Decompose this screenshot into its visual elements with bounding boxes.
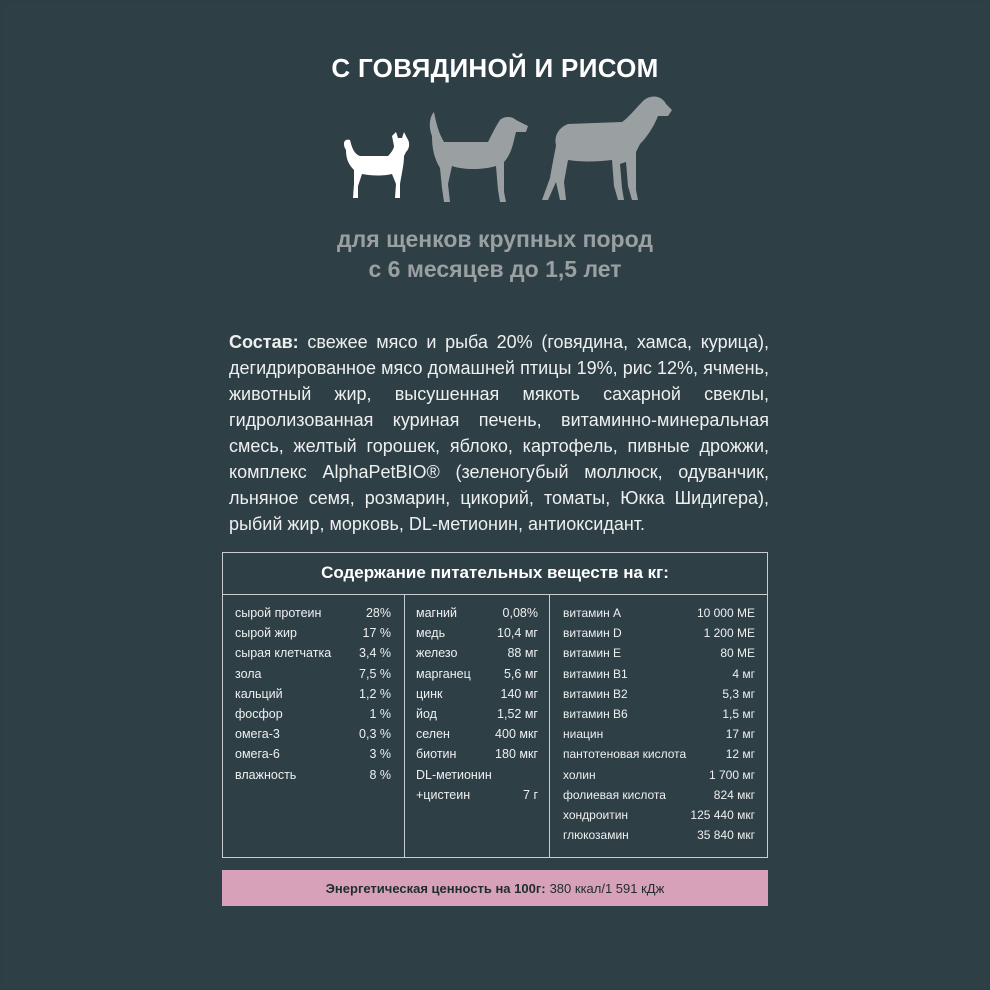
nutrient-value: 824 мкг — [713, 787, 755, 802]
nutrient-row — [416, 643, 538, 663]
nutrient-value: 10 000 МЕ — [696, 606, 755, 620]
nutrient-row — [235, 684, 391, 704]
nutrient-value: 88 мг — [507, 646, 538, 661]
nutrient-name: ниацин — [563, 727, 604, 742]
nutrient-value: 1 % — [369, 707, 391, 722]
nutrient-name: марганец — [416, 666, 471, 681]
composition-label: Состав: — [229, 332, 299, 352]
nutrients-title: Содержание питательных веществ на кг: — [321, 563, 669, 582]
nutrient-row — [416, 704, 538, 724]
nutrient-name: витамин В2 — [563, 686, 628, 701]
nutrient-name: цинк — [416, 686, 443, 701]
nutrient-row — [416, 724, 538, 744]
large-dog-icon — [542, 97, 672, 200]
nutrient-name: витамин В6 — [563, 707, 628, 722]
nutrient-name: витамин В1 — [563, 666, 628, 681]
nutrient-name: пантотеновая кислота — [563, 747, 687, 762]
nutrient-name: биотин — [416, 747, 457, 762]
nutrient-value: 1,2 % — [359, 686, 391, 701]
small-dog-icon — [344, 132, 409, 198]
nutrient-row — [235, 623, 391, 643]
nutrient-name: глюкозамин — [563, 828, 629, 843]
nutrient-row — [563, 744, 755, 764]
nutrient-value: 3 % — [369, 747, 391, 762]
nutrient-value: 1,5 мг — [722, 707, 755, 722]
nutrient-value: 180 мкг — [495, 747, 538, 762]
nutrient-row — [563, 805, 755, 825]
nutrient-row — [235, 744, 391, 764]
nutrient-value: 1,52 мг — [497, 707, 538, 722]
energy-label: Энергетическая ценность на 100г: — [325, 880, 546, 896]
nutrient-row — [563, 704, 755, 724]
nutrient-name: витамин Е — [563, 646, 622, 661]
nutrient-name: фосфор — [235, 707, 283, 722]
column-divider — [549, 594, 550, 857]
nutrient-value: 1 700 мг — [709, 767, 755, 782]
nutrient-row — [235, 765, 391, 785]
nutrient-name: сырой жир — [235, 626, 297, 641]
nutrient-row — [235, 603, 391, 623]
nutrient-row — [416, 664, 538, 684]
nutrient-value: 4 мг — [732, 666, 755, 681]
medium-dog-icon — [430, 112, 528, 202]
nutrient-value: 7,5 % — [359, 666, 391, 681]
nutrient-value: 3,4 % — [359, 646, 391, 661]
dog-size-icons — [332, 92, 672, 212]
nutrient-name: сырой протеин — [235, 606, 322, 620]
nutrient-value: 7 г — [523, 787, 538, 802]
nutrient-row — [563, 603, 755, 623]
nutrient-name: хондроитин — [563, 808, 629, 823]
nutrient-value: 10,4 мг — [497, 626, 538, 641]
nutrient-value: 0,3 % — [359, 727, 391, 742]
nutrient-name: кальций — [235, 686, 283, 701]
nutrient-value: 8 % — [369, 767, 391, 782]
nutrient-name: омега-3 — [235, 727, 280, 742]
nutrient-row — [563, 785, 755, 805]
nutrient-name: витамин А — [563, 606, 622, 620]
nutrient-name: +цистеин — [416, 787, 471, 802]
nutrient-name: сырая клетчатка — [235, 646, 332, 661]
nutrients-column-3 — [563, 603, 755, 845]
nutrient-name: йод — [416, 707, 437, 722]
nutrient-name: железо — [416, 646, 458, 661]
nutrient-name: зола — [235, 666, 262, 681]
product-title: С ГОВЯДИНОЙ И РИСОМ — [331, 53, 659, 83]
subtitle-line-2: с 6 месяцев до 1,5 лет — [368, 256, 622, 282]
table-divider — [223, 594, 767, 595]
nutrient-row — [416, 765, 538, 785]
nutrient-value: 28% — [365, 606, 391, 620]
nutrients-column-2 — [416, 603, 538, 805]
subtitle-line-1: для щенков крупных пород — [337, 226, 653, 252]
nutrient-name: витамин D — [563, 626, 622, 641]
nutrient-name: холин — [563, 767, 596, 782]
nutrient-row — [416, 744, 538, 764]
composition-text: свежее мясо и рыба 20% (говядина, хамса, курица), дегидрированное мясо домашней птицы 19%, рис 12%, ячмень, животный жир, высушенная мякоть сахарной свеклы, гидролизованная куриная печень, витаминно-минеральная смесь, желтый горошек, яблоко, картофель, пивные дрожжи, комплекс AlphaPetBIO® (зеленогубый моллюск, одуванчик, льняное семя, розмарин, цикорий, томаты, Юкка Шидигера), рыбий жир, морковь, DL-метионин, антиоксидант. — [229, 332, 769, 534]
age-description — [0, 224, 990, 284]
nutrient-row — [563, 825, 755, 845]
nutrient-value: 1 200 МЕ — [703, 626, 755, 641]
nutrient-row — [235, 724, 391, 744]
nutrient-row — [416, 684, 538, 704]
nutrient-row — [235, 704, 391, 724]
nutrient-name: фолиевая кислота — [563, 787, 666, 802]
composition-block — [229, 329, 769, 537]
nutrient-row — [563, 643, 755, 663]
nutrients-table — [222, 552, 768, 858]
nutrient-name: магний — [416, 606, 457, 620]
nutrient-row — [563, 664, 755, 684]
nutrient-value: 125 440 мкг — [690, 808, 755, 823]
nutrient-value: 5,6 мг — [503, 666, 538, 681]
energy-value: 380 ккал/1 591 кДж — [549, 880, 665, 896]
nutrient-value: 400 мкг — [495, 727, 538, 742]
nutrient-name: омега-6 — [235, 747, 280, 762]
nutrient-row — [416, 623, 538, 643]
energy-value-bar — [222, 870, 768, 906]
nutrient-value: 17 мг — [725, 727, 755, 742]
nutrient-name: влажность — [235, 767, 297, 782]
nutrient-row — [563, 623, 755, 643]
nutrient-name: DL-метионин — [416, 767, 492, 782]
nutrient-row — [235, 664, 391, 684]
nutrient-value: 12 мг — [725, 747, 755, 762]
nutrient-value: 35 840 мкг — [697, 828, 755, 843]
nutrient-row — [563, 765, 755, 785]
column-divider — [404, 594, 405, 857]
nutrient-row — [563, 684, 755, 704]
nutrient-row — [235, 643, 391, 663]
nutrients-column-1 — [235, 603, 391, 785]
nutrient-value: 0,08% — [502, 606, 538, 620]
nutrient-row — [416, 785, 538, 805]
nutrient-name: медь — [416, 626, 446, 641]
nutrient-row — [416, 603, 538, 623]
nutrient-row — [563, 724, 755, 744]
nutrient-name: селен — [416, 727, 450, 742]
nutrient-value: 5,3 мг — [722, 686, 755, 701]
nutrient-value: 140 мг — [500, 686, 538, 701]
nutrient-value: 17 % — [362, 626, 391, 641]
nutrient-value: 80 МЕ — [720, 646, 755, 661]
